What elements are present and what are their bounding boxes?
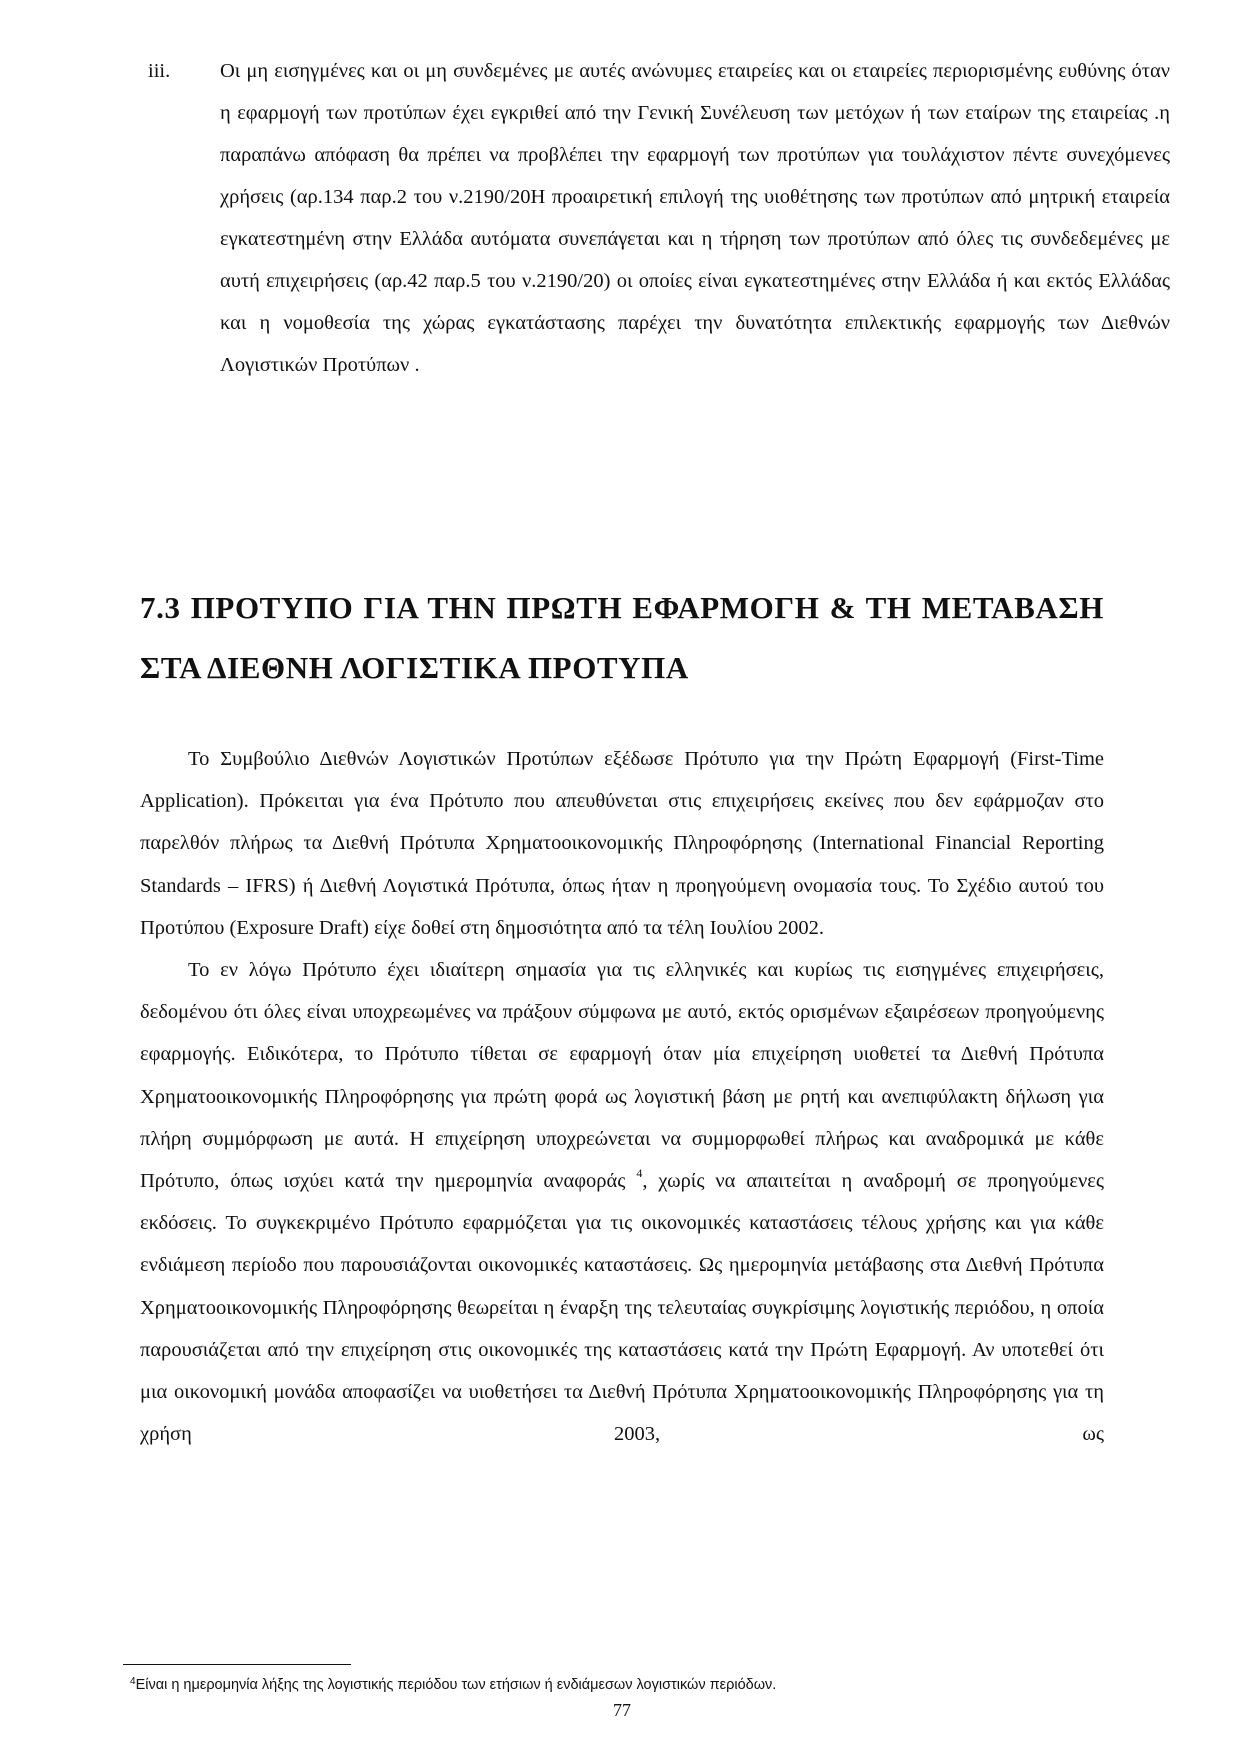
footnote-number: 4 [130, 1676, 136, 1687]
list-item-text: Οι μη εισηγμένες και οι μη συνδεμένες με αυτές ανώνυμες εταιρείες και οι εταιρείες περιορισμένης ευθύνης όταν η εφαρμογή των προτύπων έχει εγκριθεί από την Γενική Συνέλευση των μετόχων ή των εταίρων της εταιρείας .η παραπάνω απόφαση θα πρέπει να προβλέπει την εφαρμογή των προτύπων για τουλάχιστον πέντε συνεχόμενες χρήσεις (αρ.134 παρ.2 του ν.2190/20Η προαιρετική επιλογή της υιοθέτησης των προτύπων από μητρική εταιρεία εγκατεστημένη στην Ελλάδα αυτόματα συνεπάγεται και η τήρηση των προτύπων από όλες τις συνδεδεμένες με αυτή επιχειρήσεις (αρ.42 παρ.5 του ν.2190/20) οι οποίες είναι εγκατεστημένες στην Ελλάδα ή και εκτός Ελλάδας και η νομοθεσία της χώρας εγκατάστασης παρέχει την δυνατότητα επιλεκτικής εφαρμογής των Διεθνών Λογιστικών Προτύπων . [220, 60, 1170, 376]
paragraph-2-part-2: , χωρίς να απαιτείται η αναδρομή σε προηγούμενες εκδόσεις. Το συγκεκριμένο Πρότυπο εφαρμόζεται για τις οικονομικές καταστάσεις τέλους χρήσης και για κάθε ενδιάμεση περίοδο που παρουσιάζονται οικονομικές καταστάσεις. Ως ημερομηνία μετάβασης στα Διεθνή Πρότυπα Χρηματοοικονομικής Πληροφόρησης θεωρείται η έναρξη της τελευταίας συγκρίσιμης λογιστικής περιόδου, η οποία παρουσιάζεται από την επιχείρηση στις οικονομικές της καταστάσεις κατά την Πρώτη Εφαρμογή. Αν υποτεθεί ότι μια οικονομική μονάδα αποφασίζει να υιοθετήσει τα Διεθνή Πρότυπα Χρηματοοικονομικής Πληροφόρησης για τη χρήση 2003, ως [140, 1170, 1104, 1446]
footnote-reference: 4 [636, 1166, 643, 1181]
paragraph-2-part-1: Το εν λόγω Πρότυπο έχει ιδιαίτερη σημασία για τις ελληνικές και κυρίως τις εισηγμένες επιχειρήσεις, δεδομένου ότι όλες είναι υποχρεωμένες να πράξουν σύμφωνα με αυτό, εκτός ορισμένων εξαιρέσεων προηγούμενης εφαρμογής. Ειδικότερα, το Πρότυπο τίθεται σε εφαρμογή όταν μία επιχείρηση υιοθετεί τα Διεθνή Πρότυπα Χρηματοοικονομικής Πληροφόρησης για πρώτη φορά ως λογιστική βάση με ρητή και ανεπιφύλακτη δήλωση για πλήρη συμμόρφωση με αυτά. Η επιχείρηση υποχρεώνεται να συμμορφωθεί πλήρως και αναδρομικά με κάθε Πρότυπο, όπως ισχύει κατά την ημερομηνία αναφοράς [140, 959, 1104, 1193]
footnote [130, 1675, 1090, 1695]
paragraph-1: Το Συμβούλιο Διεθνών Λογιστικών Προτύπων εξέδωσε Πρότυπο για την Πρώτη Εφαρμογή (First-Time Application). Πρόκειται για ένα Πρότυπο που απευθύνεται στις επιχειρήσεις εκείνες που δεν εφάρμοζαν στο παρελθόν πλήρως τα Διεθνή Πρότυπα Χρηματοοικονομικής Πληροφόρησης (International Financial Reporting Standards – IFRS) ή Διεθνή Λογιστικά Πρότυπα, όπως ήταν η προηγούμενη ονομασία τους. Το Σχέδιο αυτού του Προτύπου (Exposure Draft) είχε δοθεί στη δημοσιότητα από τα τέλη Ιουλίου 2002. [140, 748, 1104, 939]
page-number: 77 [613, 1700, 631, 1720]
footnote-divider [123, 1664, 351, 1665]
paragraph-2 [140, 949, 1104, 1455]
section-body [140, 738, 1104, 1455]
footnote-text: Είναι η ημερομηνία λήξης της λογιστικής περιόδου των ετήσιων ή ενδιάμεσων λογιστικών περιόδων. [135, 1677, 777, 1693]
section-heading: 7.3 ΠΡΟΤΥΠΟ ΓΙΑ ΤΗΝ ΠΡΩΤΗ ΕΦΑΡΜΟΓΗ & ΤΗ ΜΕΤΑΒΑΣΗ ΣΤΑ ΔΙΕΘΝΗ ΛΟΓΙΣΤΙΚΑ ΠΡΟΤΥΠΑ [140, 590, 1104, 685]
list-item-marker: iii. [148, 60, 171, 82]
